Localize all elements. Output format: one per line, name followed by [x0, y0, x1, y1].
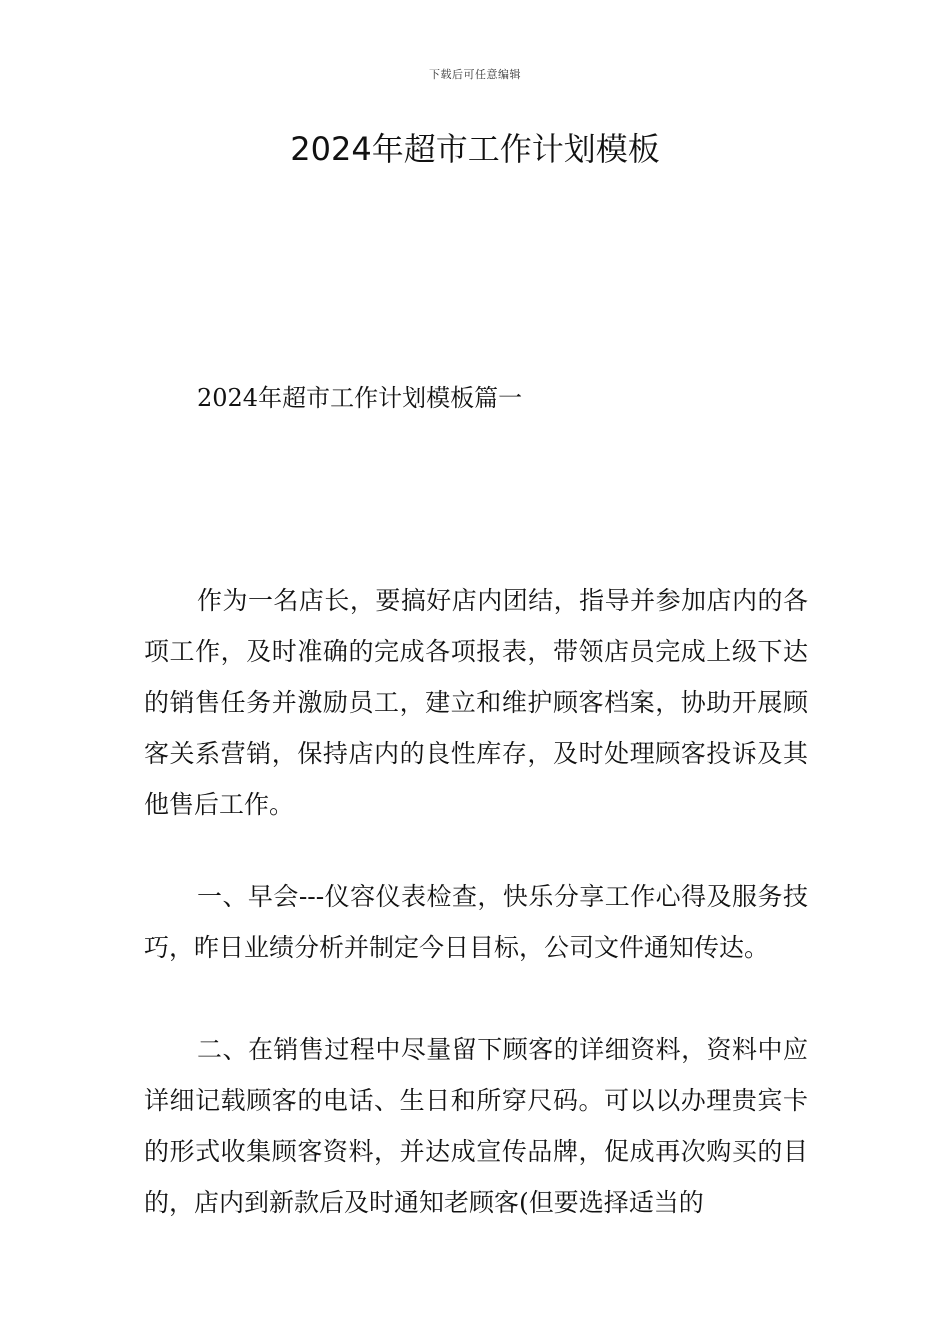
body-paragraph: 作为一名店长，要搞好店内团结，指导并参加店内的各项工作，及时准确的完成各项报表，带领店员完成上级下达的销售任务并激励员工，建立和维护顾客档案，协助开展顾客关系营销，保持店内的良性库存，及时处理顾客投诉及其他售后工作。 — [144, 586, 808, 819]
document-title: 2024年超市工作计划模板 — [290, 130, 660, 168]
body-paragraph: 二、在销售过程中尽量留下顾客的详细资料，资料中应详细记载顾客的电话、生日和所穿尺码。可以以办理贵宾卡的形式收集顾客资料，并达成宣传品牌，促成再次购买的目的，店内到新款后及时通知老顾客(但要选择适当的 — [144, 1035, 808, 1217]
body-paragraph: 一、早会---仪容仪表检查，快乐分享工作心得及服务技巧，昨日业绩分析并制定今日目标，公司文件通知传达。 — [144, 882, 808, 962]
section-heading: 2024年超市工作计划模板篇一 — [197, 384, 523, 412]
header-note: 下载后可任意编辑 — [429, 68, 521, 81]
